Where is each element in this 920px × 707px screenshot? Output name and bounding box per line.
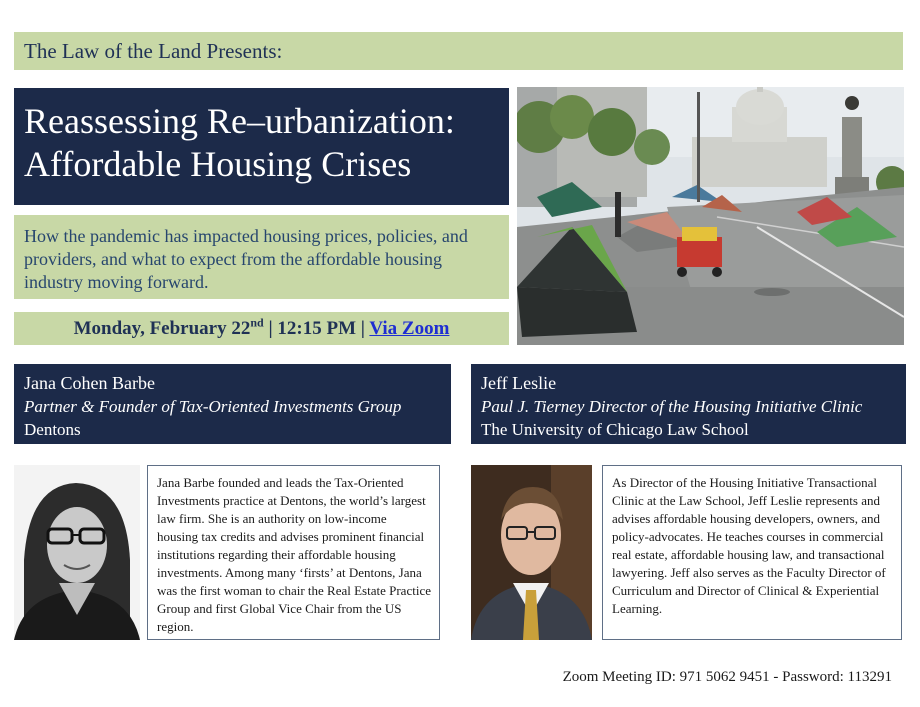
event-description: How the pandemic has impacted housing prices, policies, and providers, and what to expect from the affordable housing industry moving forward. [14,215,509,299]
speaker-header-jana [14,364,451,444]
speaker-name: Jeff Leslie [481,373,557,393]
speaker-header-jeff [471,364,906,444]
event-title-line-1: Reassessing Re–urbanization: [24,101,455,141]
event-date-suffix: nd [250,315,264,330]
speaker-bio-jana: Jana Barbe founded and leads the Tax-Oriented Investments practice at Dentons, the world’s largest law firm. She is an authority on low-income housing tax credits and advises prominent financial institutions regarding their affordable housing investments. Among many ‘firsts’ at Dentons, Jana was the first woman to chair the Real Estate Practice Group and first Global Vice Chair from the US region. [147,465,440,640]
speaker-role: Paul J. Tierney Director of the Housing Initiative Clinic [481,397,863,416]
speaker-photo-jeff [471,465,592,640]
speaker-org: Dentons [24,420,81,439]
portrait-graphic [14,465,140,640]
event-date-bar [14,312,509,345]
speaker-photo-jana [14,465,140,640]
speaker-bio-jeff: As Director of the Housing Initiative Transactional Clinic at the Law School, Jeff Leslie represents and advises affordable housing developers, owners, and policy-advocates. He teaches courses in commercial real estate, affordable housing law, and transactional lawyering. Jeff also serves as the Faculty Director of Curriculum and Director of Clinical & Experiential Learning. [602,465,902,640]
speaker-role: Partner & Founder of Tax-Oriented Investments Group [24,397,402,416]
encampment-photo-graphic [517,87,904,345]
zoom-link[interactable]: Via Zoom [369,318,450,339]
event-time: | 12:15 PM | [263,318,370,339]
portrait-graphic [471,465,592,640]
event-title [14,88,509,205]
speaker-name: Jana Cohen Barbe [24,373,155,393]
event-title-line-2: Affordable Housing Crises [24,144,412,184]
encampment-photo [517,87,904,345]
zoom-meeting-info: Zoom Meeting ID: 971 5062 9451 - Password: 113291 [562,669,892,685]
event-date: Monday, February 22 [73,318,251,339]
speaker-org: The University of Chicago Law School [481,420,749,439]
presents-banner: The Law of the Land Presents: [14,32,903,70]
